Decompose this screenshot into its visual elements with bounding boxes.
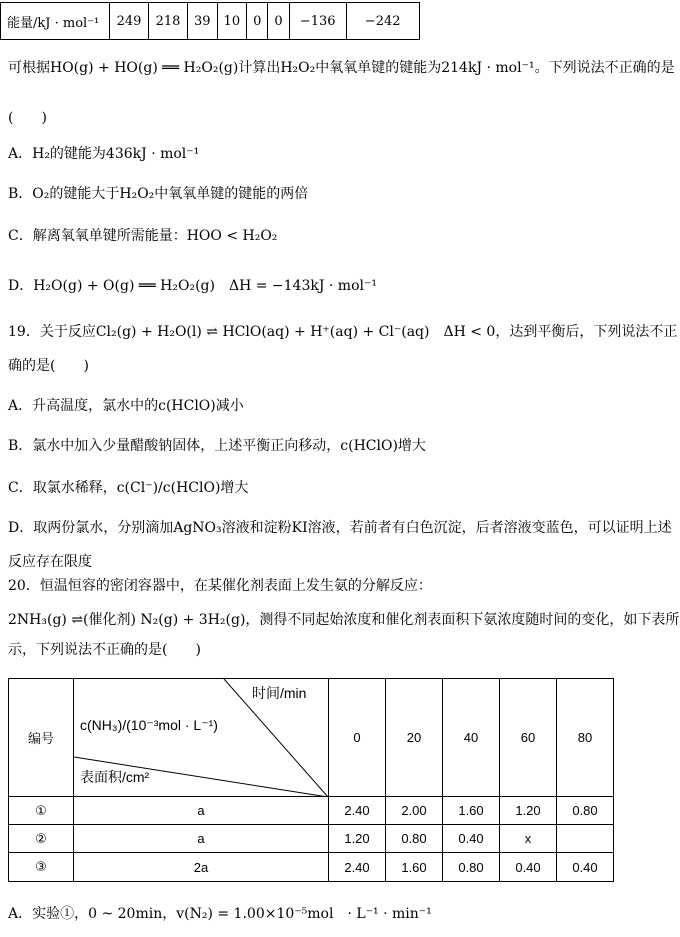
time-header: 20 — [386, 679, 443, 797]
diag-area-label: 表面积/cm² — [80, 769, 150, 785]
q18-option-c: C．解离氧氧单键所需能量：HOO < H₂O₂ — [8, 228, 278, 244]
row-id: ① — [9, 797, 74, 825]
energy-value: 0 — [247, 3, 268, 40]
table-row — [9, 797, 614, 825]
energy-value: 10 — [217, 3, 247, 40]
intro-paren: ( ) — [8, 110, 47, 126]
time-header: 40 — [443, 679, 500, 797]
cell-value: 1.60 — [386, 853, 443, 882]
time-header: 0 — [329, 679, 386, 797]
cell-value: 2.40 — [329, 853, 386, 882]
row-area: 2a — [74, 853, 329, 882]
cell-value: 0.40 — [557, 853, 614, 882]
col-label: 编号 — [9, 679, 74, 797]
q18-option-d: D．H₂O(g) + O(g) ══ H₂O₂(g) ΔH = −143kJ · mol⁻¹ — [8, 278, 377, 294]
q19-option-a: A．升高温度，氯水中的c(HClO)减小 — [8, 398, 244, 414]
energy-header: 能量/kJ · mol⁻¹ — [1, 3, 110, 40]
cell-value: 1.20 — [500, 797, 557, 825]
table-row — [9, 825, 614, 853]
q19-option-b: B．氯水中加入少量醋酸钠固体，上述平衡正向移动，c(HClO)增大 — [8, 438, 426, 454]
cell-value: 2.00 — [386, 797, 443, 825]
row-area: a — [74, 825, 329, 853]
cell-value: 2.40 — [329, 797, 386, 825]
table-row — [9, 853, 614, 882]
diag-time-label: 时间/min — [252, 685, 307, 701]
row-area: a — [74, 797, 329, 825]
cell-value: 0.80 — [557, 797, 614, 825]
q18-option-a: A．H₂的键能为436kJ · mol⁻¹ — [8, 146, 200, 162]
energy-value: 249 — [110, 3, 149, 40]
cell-value: 0.40 — [443, 825, 500, 853]
energy-value: −242 — [346, 3, 419, 40]
time-header: 80 — [557, 679, 614, 797]
q20-stem-cont: 示，下列说法不正确的是( ) — [8, 642, 201, 658]
q19-option-c: C．取氯水稀释，c(Cl⁻)/c(HClO)增大 — [8, 480, 249, 496]
q19-stem: 19．关于反应Cl₂(g) + H₂O(l) ⇌ HClO(aq) + H⁺(aq) + Cl⁻(aq) ΔH < 0，达到平衡后，下列说法不正 — [8, 324, 678, 340]
ammonia-table — [8, 678, 614, 881]
q19-stem-cont: 确的是( ) — [8, 358, 89, 374]
cell-value: 0.40 — [500, 853, 557, 882]
cell-value: 0.80 — [443, 853, 500, 882]
q18-option-b: B．O₂的键能大于H₂O₂中氧氧单键的键能的两倍 — [8, 186, 309, 202]
energy-value: 39 — [188, 3, 218, 40]
intro-line: 可根据HO(g) + HO(g) ══ H₂O₂(g)计算出H₂O₂中氧氧单键的键能为214kJ · mol⁻¹。下列说法不正确的是 — [8, 60, 675, 76]
q19-option-d: D．取两份氯水，分别滴加AgNO₃溶液和淀粉KI溶液，若前者有白色沉淀，后者溶液变蓝色，可以证明上述 — [8, 520, 672, 536]
q20-stem: 20．恒温恒容的密闭容器中，在某催化剂表面上发生氨的分解反应： — [8, 578, 432, 594]
energy-value: 0 — [268, 3, 289, 40]
cell-value: x — [500, 825, 557, 853]
cell-value: 1.60 — [443, 797, 500, 825]
energy-table — [0, 2, 420, 40]
cell-value: 1.20 — [329, 825, 386, 853]
row-id: ② — [9, 825, 74, 853]
time-header: 60 — [500, 679, 557, 797]
diagonal-header — [74, 679, 329, 797]
q19-option-d-cont: 反应存在限度 — [8, 554, 92, 570]
cell-value: 0.80 — [386, 825, 443, 853]
diag-conc-label: c(NH₃)/(10⁻³mol · L⁻¹) — [80, 717, 218, 733]
row-id: ③ — [9, 853, 74, 882]
q20-equation: 2NH₃(g) ⇌(催化剂) N₂(g) + 3H₂(g)，测得不同起始浓度和催化剂表面积下氨浓度随时间的变化，如下表所 — [8, 612, 680, 628]
q20-option-a: A．实验①，0 ~ 20min，v(N₂) = 1.00×10⁻⁵mol · L⁻¹ · min⁻¹ — [8, 906, 432, 922]
energy-value: −136 — [289, 3, 346, 40]
cell-value — [557, 825, 614, 853]
energy-value: 218 — [149, 3, 188, 40]
